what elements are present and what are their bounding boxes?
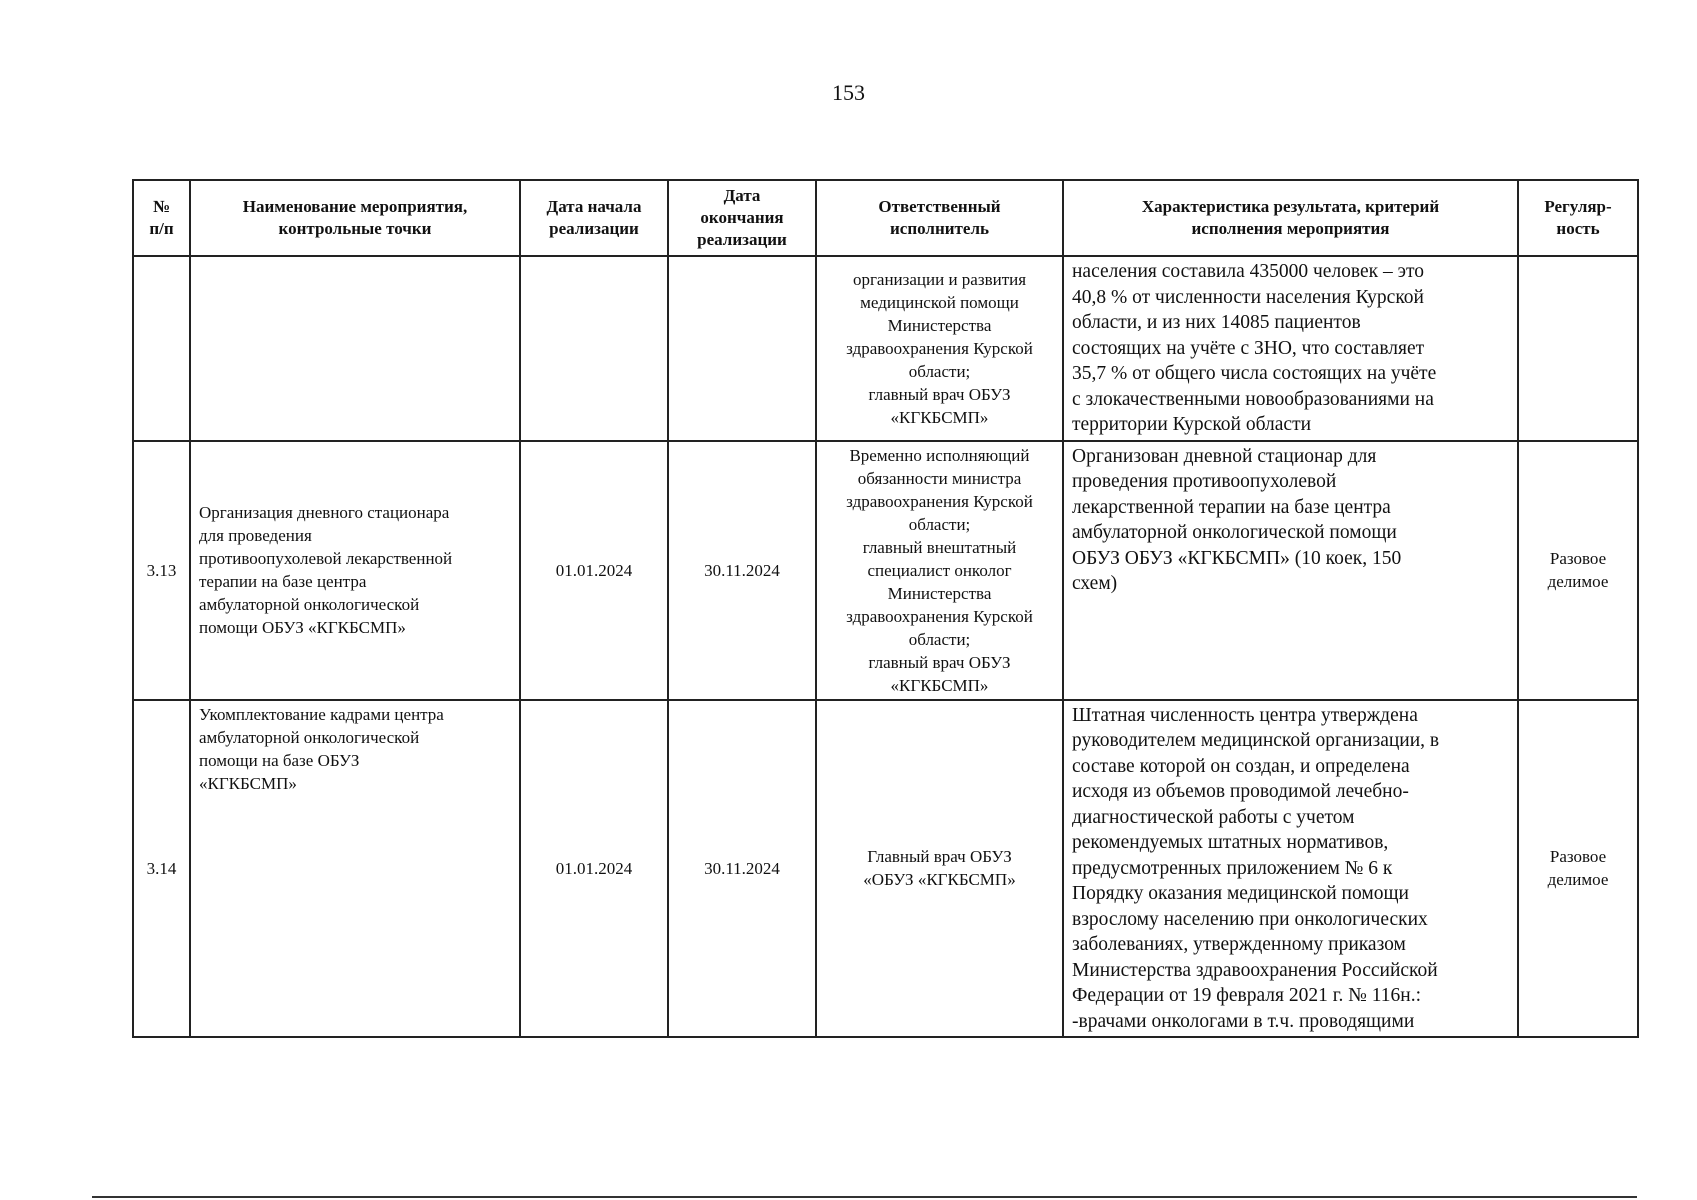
row-number: 3.14: [133, 700, 190, 1038]
header-activity-name: Наименование мероприятия, контрольные точки: [190, 180, 520, 256]
row-start-date: [520, 256, 668, 441]
row-end-date: 30.11.2024: [668, 441, 816, 700]
table-row: [133, 256, 1638, 441]
row-regularity: [1518, 256, 1638, 441]
table-header-row: [133, 180, 1638, 256]
row-responsible: организации и развития медицинской помощи Министерства здравоохранения Курской области; главный врач ОБУЗ «КГКБСМП»: [816, 256, 1063, 441]
header-responsible: Ответственный исполнитель: [816, 180, 1063, 256]
table-row: [133, 700, 1638, 1038]
header-start-date: Дата начала реализации: [520, 180, 668, 256]
header-number: № п/п: [133, 180, 190, 256]
row-start-date: 01.01.2024: [520, 441, 668, 700]
row-responsible: Главный врач ОБУЗ «ОБУЗ «КГКБСМП»: [816, 700, 1063, 1038]
row-regularity: Разовое делимое: [1518, 441, 1638, 700]
row-number: 3.13: [133, 441, 190, 700]
row-end-date: 30.11.2024: [668, 700, 816, 1038]
row-activity-name: [190, 256, 520, 441]
row-responsible: Временно исполняющий обязанности министра здравоохранения Курской области; главный внештатный специалист онколог Министерства здравоохранения Курской области; главный врач ОБУЗ «КГКБСМП»: [816, 441, 1063, 700]
row-end-date: [668, 256, 816, 441]
header-end-date: Дата окончания реализации: [668, 180, 816, 256]
row-result: Штатная численность центра утверждена руководителем медицинской организации, в составе которой он создан, и определена исходя из объемов проводимой лечебно- диагностической работы с учетом рекомендуемых штатных нормативов, предусмотренных приложением № 6 к Порядку оказания медицинской помощи взрослому населению при онкологических заболеваниях, утвержденному приказом Министерства здравоохранения Российской Федерации от 19 февраля 2021 г. № 116н.: -врачами онкологами в т.ч. проводящими: [1063, 700, 1518, 1038]
row-result: населения составила 435000 человек – это 40,8 % от численности населения Курской области, и из них 14085 пациентов состоящих на учёте с ЗНО, что составляет 35,7 % от общего числа состоящих на учёте с злокачественными новообразованиями на территории Курской области: [1063, 256, 1518, 441]
row-activity-name: Организация дневного стационара для проведения противоопухолевой лекарственной терапии на базе центра амбулаторной онкологической помощи ОБУЗ «КГКБСМП»: [190, 441, 520, 700]
header-regularity: Регуляр- ность: [1518, 180, 1638, 256]
activities-table: [132, 179, 1639, 1038]
row-activity-name: Укомплектование кадрами центра амбулаторной онкологической помощи на базе ОБУЗ «КГКБСМП»: [190, 700, 520, 1038]
row-result: Организован дневной стационар для проведения противоопухолевой лекарственной терапии на базе центра амбулаторной онкологической помощи ОБУЗ ОБУЗ «КГКБСМП» (10 коек, 150 схем): [1063, 441, 1518, 700]
row-number: [133, 256, 190, 441]
page-number: 153: [832, 80, 865, 105]
header-result: Характеристика результата, критерий исполнения мероприятия: [1063, 180, 1518, 256]
row-start-date: 01.01.2024: [520, 700, 668, 1038]
table-row: [133, 441, 1638, 700]
row-regularity: Разовое делимое: [1518, 700, 1638, 1038]
bottom-rule-divider: [92, 1196, 1637, 1198]
